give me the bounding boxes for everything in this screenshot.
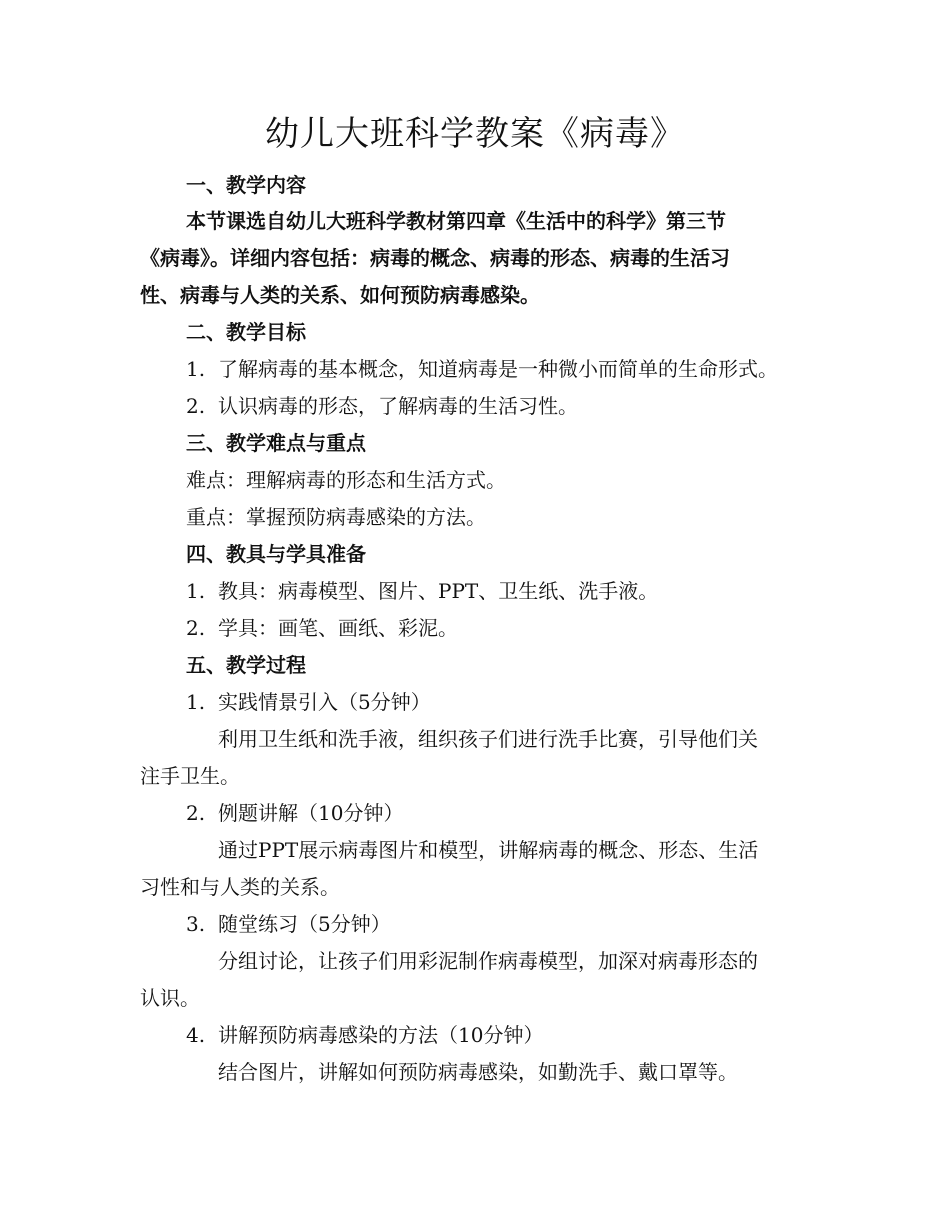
objective-text: 认识病毒的形态，了解病毒的生活习性。 bbox=[218, 394, 578, 418]
section-heading-objectives: 二、教学目标 bbox=[186, 320, 306, 344]
process-step-desc: 注手卫生。 bbox=[140, 764, 240, 788]
list-number: 1. bbox=[186, 579, 206, 603]
difficulty-text: 难点：理解病毒的形态和生活方式。 bbox=[186, 468, 506, 492]
list-number: 2. bbox=[186, 801, 206, 825]
section-heading-materials: 四、教具与学具准备 bbox=[186, 542, 366, 566]
step-title-text: 实践情景引入（5分钟） bbox=[218, 690, 431, 714]
section-content-line: 《病毒》。详细内容包括：病毒的概念、病毒的形态、病毒的生活习 bbox=[140, 246, 730, 270]
objective-item bbox=[186, 355, 778, 383]
process-step-desc: 认识。 bbox=[140, 986, 200, 1010]
objective-text: 了解病毒的基本概念，知道病毒是一种微小而简单的生命形式。 bbox=[218, 357, 778, 381]
material-text: 学具：画笔、画纸、彩泥。 bbox=[218, 616, 458, 640]
process-step-desc: 结合图片，讲解如何预防病毒感染，如勤洗手、戴口罩等。 bbox=[218, 1060, 738, 1084]
section-content-line: 性、病毒与人类的关系、如何预防病毒感染。 bbox=[140, 283, 540, 307]
process-step-title bbox=[186, 688, 431, 716]
process-step-desc: 利用卫生纸和洗手液，组织孩子们进行洗手比赛，引导他们关 bbox=[218, 727, 758, 751]
list-number: 2. bbox=[186, 616, 206, 640]
material-text: 教具：病毒模型、图片、PPT、卫生纸、洗手液。 bbox=[218, 579, 659, 603]
step-title-text: 例题讲解（10分钟） bbox=[218, 801, 404, 825]
process-step-desc: 习性和与人类的关系。 bbox=[140, 875, 340, 899]
key-point-text: 重点：掌握预防病毒感染的方法。 bbox=[186, 505, 486, 529]
list-number: 2. bbox=[186, 394, 206, 418]
step-title-text: 随堂练习（5分钟） bbox=[218, 912, 391, 936]
material-item bbox=[186, 614, 458, 642]
list-number: 3. bbox=[186, 912, 206, 936]
section-content-line: 本节课选自幼儿大班科学教材第四章《生活中的科学》第三节 bbox=[186, 209, 726, 233]
process-step-title bbox=[186, 799, 403, 827]
process-step-desc: 通过PPT展示病毒图片和模型，讲解病毒的概念、形态、生活 bbox=[218, 838, 759, 862]
document-title: 幼儿大班科学教案《病毒》 bbox=[265, 114, 685, 154]
process-step-title bbox=[186, 1021, 543, 1049]
section-heading-difficulty: 三、教学难点与重点 bbox=[186, 431, 366, 455]
list-number: 1. bbox=[186, 690, 206, 714]
list-number: 4. bbox=[186, 1023, 206, 1047]
section-heading-process: 五、教学过程 bbox=[186, 653, 306, 677]
section-heading-content: 一、教学内容 bbox=[186, 173, 306, 197]
process-step-desc: 分组讨论，让孩子们用彩泥制作病毒模型，加深对病毒形态的 bbox=[218, 949, 758, 973]
list-number: 1. bbox=[186, 357, 206, 381]
step-title-text: 讲解预防病毒感染的方法（10分钟） bbox=[218, 1023, 544, 1047]
material-item bbox=[186, 577, 658, 605]
process-step-title bbox=[186, 910, 391, 938]
objective-item bbox=[186, 392, 578, 420]
